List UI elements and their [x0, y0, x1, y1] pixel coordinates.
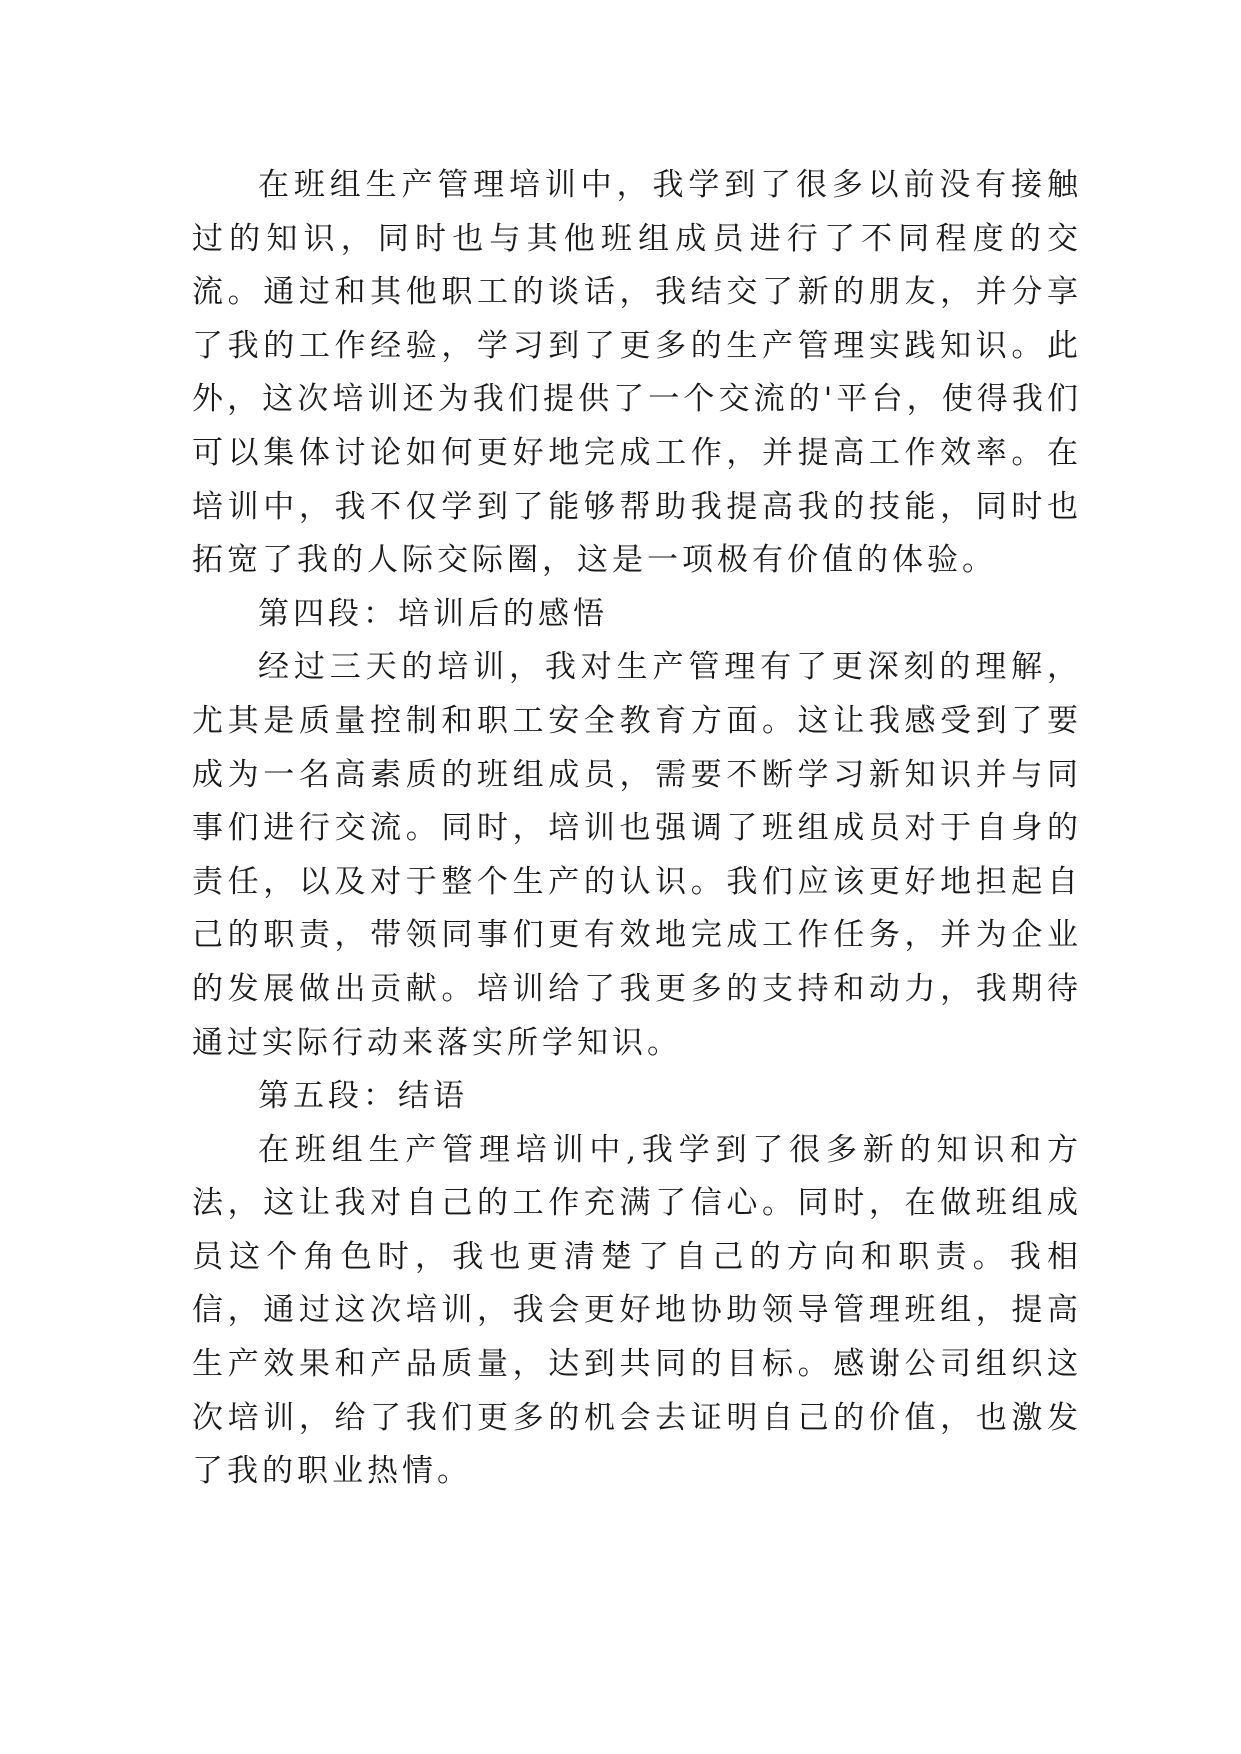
paragraph-training-exchange: 在班组生产管理培训中，我学到了很多以前没有接触过的知识，同时也与其他班组成员进行了不同程度的交流。通过和其他职工的谈话，我结交了新的朋友，并分享了我的工作经验，学习到了更多的生产管理实践知识。此外，这次培训还为我们提供了一个交流的'平台，使得我们可以集体讨论如何更好地完成工作，并提高工作效率。在培训中，我不仅学到了能够帮助我提高我的技能，同时也拓宽了我的人际交际圈，这是一项极有价值的体验。	[192, 167, 1082, 579]
document-body	[192, 159, 1082, 1499]
section-heading-4: 第四段：培训后的感悟	[258, 595, 608, 632]
paragraph-reflection: 经过三天的培训，我对生产管理有了更深刻的理解，尤其是质量控制和职工安全教育方面。这让我感受到了要成为一名高素质的班组成员，需要不断学习新知识并与同事们进行交流。同时，培训也强调了班组成员对于自身的责任，以及对于整个生产的认识。我们应该更好地担起自己的职责，带领同事们更有效地完成工作任务，并为企业的发展做出贡献。培训给了我更多的支持和动力，我期待通过实际行动来落实所学知识。	[192, 649, 1082, 1061]
paragraph-conclusion: 在班组生产管理培训中,我学到了很多新的知识和方法，这让我对自己的工作充满了信心。同时，在做班组成员这个角色时，我也更清楚了自己的方向和职责。我相信，通过这次培训，我会更好地协助领导管理班组，提高生产效果和产品质量，达到共同的目标。感谢公司组织这次培训，给了我们更多的机会去证明自己的价值，也激发了我的职业热情。	[192, 1131, 1082, 1490]
section-heading-5: 第五段：结语	[258, 1078, 468, 1115]
